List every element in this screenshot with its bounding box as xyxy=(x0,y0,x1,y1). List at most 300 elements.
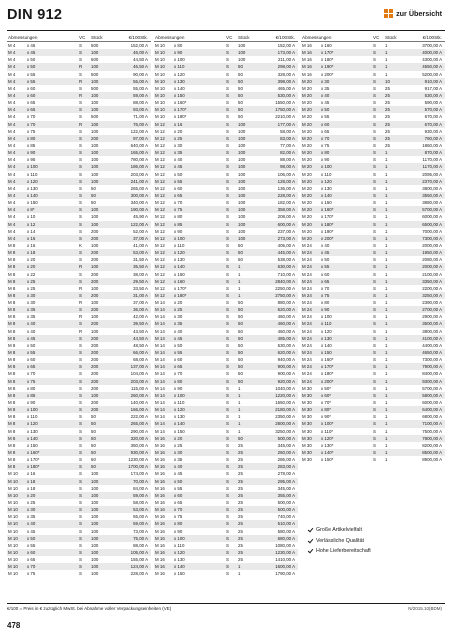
vc-code: S xyxy=(226,135,229,141)
length: x 150 xyxy=(174,571,185,577)
pack-qty: 200 xyxy=(91,250,99,256)
pack-qty: 50 xyxy=(238,314,243,320)
pack-qty: 1 xyxy=(385,371,388,377)
thread-size: M 20 xyxy=(302,85,312,91)
pack-qty: 25 xyxy=(238,521,243,527)
vc-code: S xyxy=(226,114,229,120)
pack-qty: 25 xyxy=(238,485,243,491)
table-row xyxy=(7,185,151,192)
table-row xyxy=(301,49,445,56)
table-row xyxy=(7,56,151,63)
length: x 140 xyxy=(174,564,185,570)
vc-code: S xyxy=(373,285,376,291)
vc-code: R xyxy=(79,328,83,334)
table-row xyxy=(7,342,151,349)
vc-code: S xyxy=(373,107,376,113)
unit-price: 39,50 A xyxy=(133,321,148,327)
vc-code: S xyxy=(79,228,82,234)
vc-code: S xyxy=(373,78,376,84)
length: x 110 xyxy=(174,542,185,548)
table-row xyxy=(154,449,298,456)
thread-size: M 8 xyxy=(8,285,16,291)
table-row xyxy=(154,163,298,170)
unit-price: 340,00 A xyxy=(130,200,148,206)
length: x 75 xyxy=(27,128,36,134)
thread-size: M 30 xyxy=(302,392,312,398)
unit-price: 44,50 A xyxy=(133,335,148,341)
thread-size: M 10 xyxy=(8,471,18,477)
length: x 80 xyxy=(174,521,183,527)
vc-code: S xyxy=(226,264,229,270)
vc-code: S xyxy=(79,428,82,434)
unit-price: 760,00 A xyxy=(424,135,442,141)
pack-qty: 25 xyxy=(385,121,390,127)
length: x 200* xyxy=(321,235,334,241)
vc-code: S xyxy=(226,328,229,334)
pack-qty: 50 xyxy=(238,250,243,256)
thread-size: M 12 xyxy=(155,171,165,177)
vc-code: S xyxy=(226,185,229,191)
table-row xyxy=(7,206,151,213)
thread-size: M 30 xyxy=(302,400,312,406)
length: x 60 xyxy=(27,85,36,91)
table-row xyxy=(154,570,298,577)
vc-code: S xyxy=(79,250,82,256)
table-row xyxy=(154,392,298,399)
thread-size: M 4 xyxy=(8,157,16,163)
pack-qty: 25 xyxy=(385,100,390,106)
table-row xyxy=(7,135,151,142)
thread-size: M 12 xyxy=(155,200,165,206)
vc-code: S xyxy=(79,457,82,463)
vc-code: S xyxy=(226,342,229,348)
table-row xyxy=(301,285,445,292)
pack-qty: 25 xyxy=(238,464,243,470)
vc-code: S xyxy=(79,278,82,284)
thread-size: M 12 xyxy=(155,278,165,284)
thread-size: M 4 xyxy=(8,85,16,91)
length: x 200* xyxy=(321,378,334,384)
length: x 100 xyxy=(174,392,185,398)
table-row xyxy=(154,156,298,163)
unit-price: 500,00 A xyxy=(277,500,295,505)
unit-price: 630,00 A xyxy=(277,264,295,270)
pack-qty: 50 xyxy=(91,200,96,206)
thread-size: M 16 xyxy=(155,450,165,456)
unit-price: 2840,00 A xyxy=(275,278,295,284)
table-row xyxy=(7,470,151,477)
table-row xyxy=(7,221,151,228)
table-row xyxy=(154,556,298,563)
unit-price: 600,00 A xyxy=(277,221,295,227)
length: x 75 xyxy=(321,142,330,148)
vc-code: S xyxy=(373,43,376,48)
unit-price: 530,00 A xyxy=(277,342,295,348)
length: x 80 xyxy=(174,378,183,384)
unit-price: 190,00 A xyxy=(130,207,148,213)
table-row xyxy=(301,221,445,228)
table-row xyxy=(7,121,151,128)
pack-qty: 100 xyxy=(91,500,99,505)
length: x 40 xyxy=(27,521,36,527)
table-row xyxy=(154,485,298,492)
pack-qty: 1 xyxy=(238,407,241,413)
vc-code: S xyxy=(226,514,229,520)
pack-qty: 25 xyxy=(238,549,243,555)
unit-price: 278,00 A xyxy=(277,471,295,477)
table-row xyxy=(301,363,445,370)
table-row xyxy=(154,542,298,549)
vc-code: R xyxy=(79,285,83,291)
vc-code: S xyxy=(226,500,229,505)
unit-price: 3700,00 A xyxy=(422,43,442,48)
thread-size: M 16 xyxy=(155,464,165,470)
unit-price: 68,00 A xyxy=(133,357,148,363)
unit-price: 59,00 A xyxy=(133,492,148,498)
length: x 75 xyxy=(321,292,330,298)
length: x 45 xyxy=(174,335,183,341)
unit-price: 228,00 A xyxy=(130,571,148,577)
length: x 70 xyxy=(174,507,183,513)
thread-size: M 10 xyxy=(8,485,18,491)
pack-qty: 100 xyxy=(238,221,246,227)
pack-qty: 25 xyxy=(385,107,390,113)
table-row xyxy=(7,442,151,449)
thread-size: M 16 xyxy=(155,542,165,548)
unit-price: 84,00 A xyxy=(133,485,148,491)
product-column-3 xyxy=(301,32,445,463)
pack-qty: 1 xyxy=(385,450,388,456)
thread-size: M 30 xyxy=(302,450,312,456)
vc-code: S xyxy=(79,142,82,148)
length: x 45 xyxy=(174,164,183,170)
unit-price: 1170,00 A xyxy=(422,164,442,170)
thread-size: M 12 xyxy=(155,264,165,270)
length: x 140 xyxy=(321,192,332,198)
table-row xyxy=(301,128,445,135)
vc-code: S xyxy=(79,257,82,263)
pack-qty: 25 xyxy=(238,492,243,498)
table-row xyxy=(154,121,298,128)
vc-code: S xyxy=(79,185,82,191)
length: x 55 xyxy=(27,78,36,84)
pack-qty: 200 xyxy=(91,228,99,234)
thread-size: M 20 xyxy=(302,100,312,106)
table-row xyxy=(7,420,151,427)
thread-size: M 4 xyxy=(8,142,16,148)
unit-price: 155,00 A xyxy=(130,557,148,563)
vc-code: S xyxy=(373,364,376,370)
pack-qty: 100 xyxy=(91,528,99,534)
length: x 120* xyxy=(321,435,334,441)
length: x 60 xyxy=(321,271,330,277)
unit-price: 1550,00 A xyxy=(275,100,295,106)
vc-code: S xyxy=(226,528,229,534)
thread-size: M 4 xyxy=(8,92,16,98)
feature-item xyxy=(307,546,371,557)
pack-qty: 25 xyxy=(238,450,243,456)
length: x 90 xyxy=(174,528,183,534)
table-row xyxy=(154,49,298,56)
unit-price: 880,00 A xyxy=(277,300,295,306)
pack-qty: 100 xyxy=(91,300,99,306)
length: x 10 xyxy=(27,214,36,220)
pack-qty: 25 xyxy=(385,85,390,91)
pack-qty: 1 xyxy=(385,242,388,248)
pack-qty: 1 xyxy=(385,207,388,213)
vc-code: S xyxy=(226,57,229,63)
pack-qty: 50 xyxy=(238,371,243,377)
pack-qty: 100 xyxy=(91,485,99,491)
thread-size: M 24 xyxy=(302,342,312,348)
thread-size: M 14 xyxy=(155,357,165,363)
unit-price: 75,00 A xyxy=(133,535,148,541)
table-row xyxy=(7,178,151,185)
thread-size: M 10 xyxy=(8,535,18,541)
unit-price: 640,00 A xyxy=(130,142,148,148)
thread-size: M 24 xyxy=(302,300,312,306)
vc-code: S xyxy=(226,535,229,541)
length: x 40 xyxy=(27,321,36,327)
thread-size: M 8 xyxy=(8,328,16,334)
thread-size: M 14 xyxy=(155,428,165,434)
length: x 120 xyxy=(27,421,38,427)
table-row xyxy=(301,378,445,385)
table-row xyxy=(7,385,151,392)
thread-size: M 20 xyxy=(302,157,312,163)
thread-size: M 4 xyxy=(8,178,16,184)
vc-code: S xyxy=(226,492,229,498)
vc-code: S xyxy=(79,342,82,348)
table-row xyxy=(7,128,151,135)
table-row xyxy=(154,363,298,370)
table-row xyxy=(154,263,298,270)
unit-price: 8500,00 A xyxy=(422,450,442,456)
pack-qty: 1 xyxy=(385,400,388,406)
length: x 90 xyxy=(174,385,183,391)
unit-price: 166,00 A xyxy=(130,407,148,413)
thread-size: M 24 xyxy=(302,271,312,277)
vc-code: S xyxy=(226,171,229,177)
thread-size: M 16 xyxy=(155,500,165,505)
thread-size: M 8 xyxy=(8,307,16,313)
table-row xyxy=(154,213,298,220)
vc-code: K xyxy=(79,242,82,248)
length: x 110 xyxy=(321,321,332,327)
pack-qty: 100 xyxy=(238,128,246,134)
header-vc: VC xyxy=(226,35,233,40)
vc-code: S xyxy=(226,471,229,477)
page-title: DIN 912 xyxy=(7,7,63,23)
table-row xyxy=(154,328,298,335)
unit-price: 33,50 A xyxy=(133,285,148,291)
length: x 35 xyxy=(174,457,183,463)
pack-qty: 100 xyxy=(238,150,246,156)
unit-price: 530,00 A xyxy=(277,92,295,98)
pack-qty: 100 xyxy=(91,214,99,220)
thread-size: M 12 xyxy=(155,221,165,227)
thread-size: M 20 xyxy=(302,221,312,227)
length: x 50 xyxy=(27,57,36,63)
table-row xyxy=(154,420,298,427)
pack-qty: 25 xyxy=(238,471,243,477)
vc-code: S xyxy=(373,342,376,348)
header-dimensions: Abmessungen xyxy=(302,35,332,40)
table-row xyxy=(301,99,445,106)
vc-code: S xyxy=(79,221,82,227)
thread-size: M 8 xyxy=(8,342,16,348)
pack-qty: 100 xyxy=(238,228,246,234)
header-qty: Stück xyxy=(91,35,103,40)
thread-size: M 24 xyxy=(302,250,312,256)
overview-link[interactable] xyxy=(384,9,442,18)
pack-qty: 100 xyxy=(91,78,99,84)
length: x 55 xyxy=(321,264,330,270)
length: x 170* xyxy=(321,50,334,56)
thread-size: M 8 xyxy=(8,428,16,434)
table-row xyxy=(154,299,298,306)
pack-qty: 1 xyxy=(385,250,388,256)
length: x 55 xyxy=(321,114,330,120)
unit-price: 3880,00 A xyxy=(422,200,442,206)
table-row xyxy=(7,292,151,299)
vc-code: S xyxy=(79,85,82,91)
pack-qty: 1 xyxy=(385,442,388,448)
unit-price: 173,00 A xyxy=(277,50,295,56)
thread-size: M 8 xyxy=(8,385,16,391)
pack-qty: 25 xyxy=(238,557,243,563)
unit-price: 2095,00 A xyxy=(422,171,442,177)
pack-qty: 1 xyxy=(238,278,241,284)
table-row xyxy=(7,271,151,278)
pack-qty: 100 xyxy=(91,571,99,577)
pack-qty: 100 xyxy=(238,171,246,177)
thread-size: M 14 xyxy=(155,400,165,406)
length: x 60 xyxy=(174,492,183,498)
unit-price: 42,00 A xyxy=(133,314,148,320)
vc-code: S xyxy=(226,71,229,77)
length: x 120 xyxy=(174,407,185,413)
vc-code: S xyxy=(373,371,376,377)
vc-code: S xyxy=(226,257,229,263)
pack-qty: 100 xyxy=(91,50,99,56)
thread-size: M 24 xyxy=(302,350,312,356)
vc-code: S xyxy=(79,43,82,48)
table-row xyxy=(154,171,298,178)
vc-code: S xyxy=(373,214,376,220)
pack-qty: 100 xyxy=(91,392,99,398)
table-row xyxy=(301,292,445,299)
vc-code: S xyxy=(226,235,229,241)
pack-qty: 1 xyxy=(385,407,388,413)
vc-code: S xyxy=(226,92,229,98)
table-row xyxy=(301,171,445,178)
thread-size: M 24 xyxy=(302,292,312,298)
vc-code: S xyxy=(79,207,82,213)
unit-price: 4650,00 A xyxy=(422,350,442,356)
pack-qty: 100 xyxy=(91,492,99,498)
thread-size: M 4 xyxy=(8,71,16,77)
length: x 100 xyxy=(321,314,332,320)
length: x 190* xyxy=(321,64,334,70)
unit-price: 5700,00 A xyxy=(422,385,442,391)
length: x 50 xyxy=(174,171,183,177)
thread-size: M 24 xyxy=(302,257,312,263)
unit-price: 37,00 A xyxy=(133,300,148,306)
table-row xyxy=(7,478,151,485)
unit-price: 620,00 A xyxy=(277,307,295,313)
length: x 20 xyxy=(27,492,36,498)
table-row xyxy=(301,413,445,420)
pack-qty: 200 xyxy=(91,371,99,377)
table-row xyxy=(7,535,151,542)
length: x 100 xyxy=(174,535,185,541)
length: x 60 xyxy=(27,549,36,555)
thread-size: M 14 xyxy=(155,342,165,348)
pack-qty: 100 xyxy=(238,185,246,191)
unit-price: 52,00 A xyxy=(133,228,148,234)
thread-size: M 4 xyxy=(8,100,16,106)
vc-code: S xyxy=(79,378,82,384)
length: x 35 xyxy=(27,314,36,320)
thread-size: M 20 xyxy=(302,114,312,120)
table-row xyxy=(154,135,298,142)
pack-qty: 200 xyxy=(91,407,99,413)
length: x 120 xyxy=(321,328,332,334)
pack-qty: 50 xyxy=(238,364,243,370)
pack-qty: 100 xyxy=(91,564,99,570)
pack-qty: 500 xyxy=(91,57,99,63)
table-row xyxy=(7,42,151,49)
thread-size: M 30 xyxy=(302,457,312,463)
unit-price: 59,00 A xyxy=(133,521,148,527)
length: x 140 xyxy=(174,421,185,427)
length: x 85 xyxy=(27,142,36,148)
vc-code: S xyxy=(79,507,82,513)
unit-price: 182,00 A xyxy=(277,200,295,206)
vc-code: S xyxy=(226,292,229,298)
table-row xyxy=(7,370,151,377)
unit-price: 53,00 A xyxy=(133,507,148,513)
product-rows xyxy=(154,42,298,578)
table-row xyxy=(154,506,298,513)
length: x 50 xyxy=(174,342,183,348)
length: x 140* xyxy=(321,450,334,456)
thread-size: M 24 xyxy=(302,264,312,270)
table-row xyxy=(7,85,151,92)
length: x 150 xyxy=(174,428,185,434)
vc-code: S xyxy=(226,557,229,563)
length: x 75 xyxy=(27,571,36,577)
pack-qty: 1 xyxy=(385,307,388,313)
vc-code: S xyxy=(226,307,229,313)
length: x 30 xyxy=(174,142,183,148)
pack-qty: 1 xyxy=(385,221,388,227)
vc-code: S xyxy=(373,92,376,98)
pack-qty: 50 xyxy=(91,185,96,191)
table-row xyxy=(301,192,445,199)
table-row xyxy=(154,113,298,120)
table-row xyxy=(7,406,151,413)
unit-price: 4550,00 A xyxy=(422,64,442,70)
thread-size: M 4 xyxy=(8,221,16,227)
length: x 140 xyxy=(321,342,332,348)
thread-size: M 14 xyxy=(155,314,165,320)
thread-size: M 8 xyxy=(8,278,16,284)
table-row xyxy=(301,249,445,256)
length: x 120 xyxy=(27,178,38,184)
pack-qty: 100 xyxy=(238,214,246,220)
